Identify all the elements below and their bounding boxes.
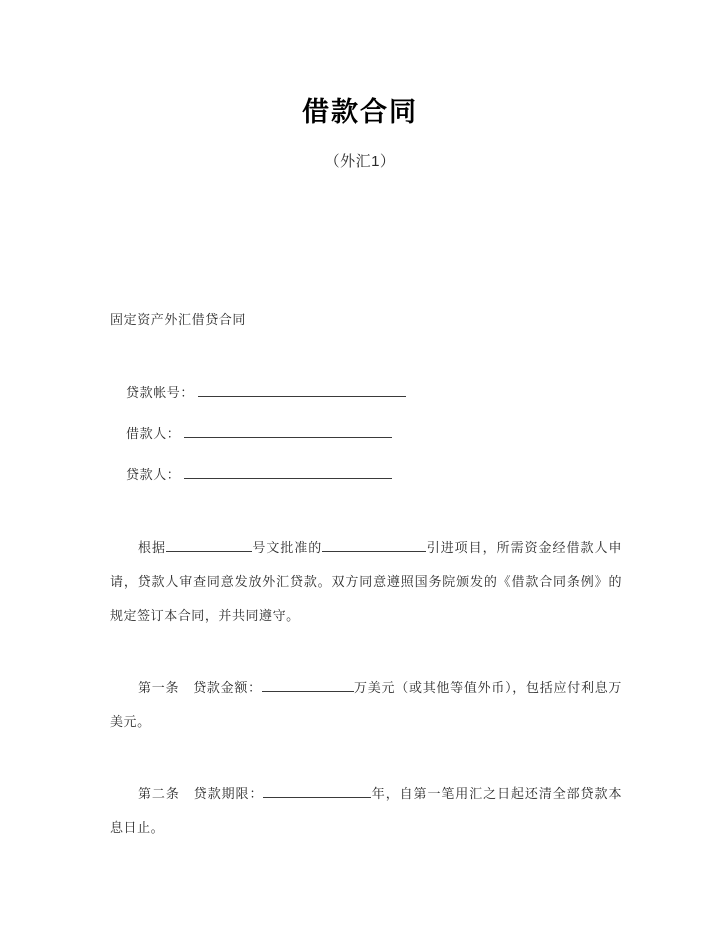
field-row-borrower xyxy=(110,423,622,442)
field-row-lender xyxy=(110,464,622,483)
clause-title-second: 贷款期限： xyxy=(193,785,264,801)
preamble-blank-doc-number[interactable] xyxy=(166,538,252,551)
clause-blank-loan-amount[interactable] xyxy=(262,678,354,691)
field-row-loan-account xyxy=(110,382,622,401)
page-title: 借款合同 xyxy=(302,97,418,128)
field-blank-lender[interactable] xyxy=(184,465,392,478)
section-heading: 固定资产外汇借贷合同 xyxy=(110,312,247,327)
field-label-borrower: 借款人： xyxy=(126,425,181,441)
clause-number-second: 第二条 xyxy=(138,785,180,801)
clause-first xyxy=(110,671,622,739)
document-body xyxy=(110,310,622,845)
field-label-lender: 贷款人： xyxy=(126,466,181,482)
preamble-segment-2: 号文批准的 xyxy=(251,539,323,555)
field-label-loan-account: 贷款帐号： xyxy=(126,384,195,400)
clause-number-first: 第一条 xyxy=(138,679,180,695)
document-subtitle: （外汇1） xyxy=(324,153,396,170)
preamble-segment-1: 根据 xyxy=(138,539,166,555)
paragraph-preamble xyxy=(110,531,622,633)
clause-text-second: 年，自第一笔用汇之日起还清全部贷款本息日止。 xyxy=(110,785,623,835)
preamble-segment-3: 引进项目，所需资金经借款人申请，贷款人审查同意发放外汇贷款。双方同意遵照国务院颁发的《借款合同条例》的规定签订本合同，并共同遵守。 xyxy=(110,539,622,623)
clause-second xyxy=(110,777,622,845)
preamble-blank-project[interactable] xyxy=(322,538,426,551)
clause-blank-loan-term[interactable] xyxy=(263,784,371,797)
clause-text-first: 万美元（或其他等值外币），包括应付利息万美元。 xyxy=(110,679,622,729)
field-blank-borrower[interactable] xyxy=(184,424,392,437)
clause-title-first: 贷款金额： xyxy=(193,679,262,695)
fill-in-field-list xyxy=(110,382,622,483)
field-blank-loan-account[interactable] xyxy=(198,383,406,396)
